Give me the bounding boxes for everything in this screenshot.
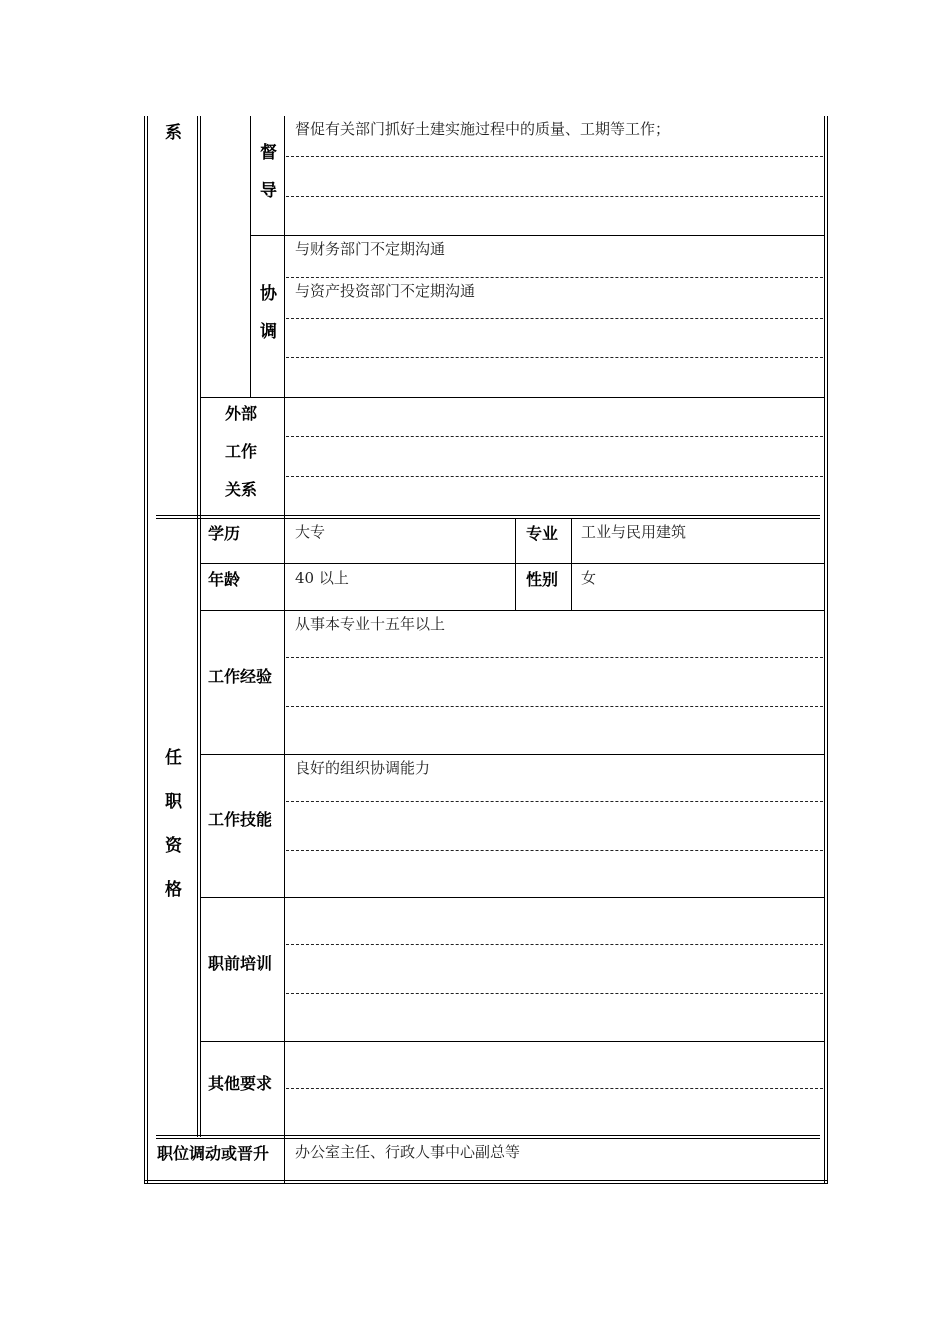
external-label-line-3: 关系 <box>225 480 258 499</box>
section-divider-2a <box>156 1135 820 1136</box>
skills-value: 良好的组织协调能力 <box>295 759 431 777</box>
dashed-line <box>286 318 823 319</box>
col-line-c <box>284 116 285 1183</box>
other-requirements-label: 其他要求 <box>208 1074 273 1093</box>
major-label: 专业 <box>526 524 559 543</box>
frame-left-inner <box>147 116 148 1183</box>
frame-right-outer <box>827 116 828 1183</box>
coordinate-label-char-2: 调 <box>260 322 277 342</box>
row-line-external <box>200 397 825 398</box>
supervise-label-char-1: 督 <box>260 143 277 163</box>
section-divider-2b <box>156 1138 820 1139</box>
career-path-value: 办公室主任、行政人事中心副总等 <box>295 1143 521 1161</box>
section-label-qualifications-char-1: 任 <box>165 748 182 768</box>
supervise-text-1: 督促有关部门抓好土建实施过程中的质量、工期等工作； <box>295 120 671 138</box>
coordinate-label-char-1: 协 <box>260 284 277 304</box>
training-label: 职前培训 <box>208 954 273 973</box>
external-label-line-1: 外部 <box>225 404 258 423</box>
row-line-age <box>200 563 825 564</box>
frame-bottom-inner <box>144 1180 828 1181</box>
skills-label: 工作技能 <box>208 810 273 829</box>
education-label: 学历 <box>208 524 241 543</box>
dashed-line <box>286 706 823 707</box>
col-line-a1 <box>197 116 198 1137</box>
section-label-qualifications-char-4: 格 <box>165 880 182 900</box>
supervise-label-char-2: 导 <box>260 181 277 201</box>
dashed-line <box>286 357 823 358</box>
gender-label: 性别 <box>526 570 559 589</box>
col-line-d <box>515 518 516 611</box>
external-label-line-2: 工作 <box>225 442 258 461</box>
major-value: 工业与民用建筑 <box>581 523 687 541</box>
row-line-other <box>200 1041 825 1042</box>
section-divider-1a <box>156 515 820 516</box>
section-label-qualifications-char-2: 职 <box>165 792 182 812</box>
col-line-b <box>250 116 251 397</box>
section-label-qualifications-char-3: 资 <box>165 836 182 856</box>
frame-bottom-outer <box>144 1183 828 1184</box>
dashed-line <box>286 801 823 802</box>
col-line-e <box>571 518 572 611</box>
dashed-line <box>286 196 823 197</box>
dashed-line <box>286 850 823 851</box>
age-label: 年龄 <box>208 570 241 589</box>
row-line-coordinate <box>250 235 825 236</box>
career-path-label: 职位调动或晋升 <box>157 1144 270 1163</box>
experience-value: 从事本专业十五年以上 <box>295 615 446 633</box>
row-line-experience <box>200 610 825 611</box>
frame-right-inner <box>824 116 825 1183</box>
row-line-skills <box>200 754 825 755</box>
coordinate-text-1: 与财务部门不定期沟通 <box>295 240 446 258</box>
gender-value: 女 <box>581 569 597 587</box>
education-value: 大专 <box>295 523 326 541</box>
row-line-training <box>200 897 825 898</box>
col-line-a2 <box>200 116 201 1137</box>
dashed-line <box>286 156 823 157</box>
dashed-line <box>286 277 823 278</box>
dashed-line <box>286 993 823 994</box>
dashed-line <box>286 657 823 658</box>
dashed-line <box>286 944 823 945</box>
section-label-relations-tail: 系 <box>165 123 182 143</box>
experience-label: 工作经验 <box>208 667 273 686</box>
dashed-line <box>286 436 823 437</box>
age-value: 40 以上 <box>295 569 349 587</box>
coordinate-text-2: 与资产投资部门不定期沟通 <box>295 282 476 300</box>
dashed-line <box>286 476 823 477</box>
dashed-line <box>286 1088 823 1089</box>
frame-left-outer <box>144 116 145 1183</box>
section-divider-1b <box>156 518 820 519</box>
